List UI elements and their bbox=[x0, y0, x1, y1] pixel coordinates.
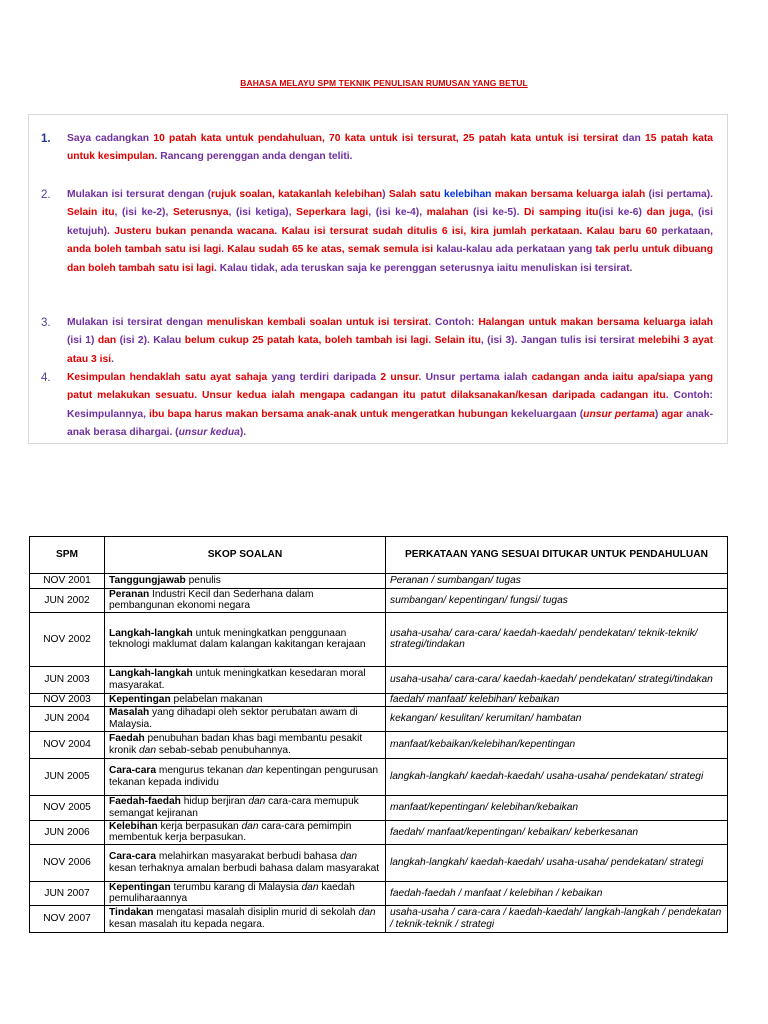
tip-text-segment: tak perlu untuk dibuang dan boleh tambah satu isi lagi bbox=[67, 244, 713, 274]
tip-text-segment: . bbox=[111, 353, 114, 365]
tip-text-segment: dan juga bbox=[646, 207, 691, 219]
scope-segment: kerja berpasukan bbox=[157, 820, 242, 832]
tip-number: 4. bbox=[41, 372, 51, 384]
tip-text-segment: Saya cadangkan bbox=[67, 133, 154, 144]
answer-cell: faedah/ manfaat/kepentingan/ kebaikan/ keberkesanan bbox=[386, 820, 728, 844]
tip-item-3 bbox=[29, 314, 727, 369]
table-row bbox=[30, 758, 728, 795]
tip-text-segment: menuliskan kembali soalan untuk isi tersirat bbox=[206, 317, 429, 328]
answer-cell: langkah-langkah/ kaedah-kaedah/ usaha-usaha/ pendekatan/ strategi bbox=[386, 758, 728, 795]
spm-cell: NOV 2003 bbox=[30, 693, 105, 706]
scope-segment: Industri Kecil dan Sederhana dalam pembangunan ekonomi negara bbox=[109, 589, 314, 612]
tip-text-segment: cadangan anda iaitu apa/siapa yang patut melakukan sesuatu bbox=[67, 372, 713, 402]
scope-cell bbox=[105, 731, 386, 758]
spm-cell: NOV 2001 bbox=[30, 574, 105, 589]
tip-text-segment: Mulakan isi tersurat dengan ( bbox=[67, 189, 212, 200]
scope-segment: Cara-cara bbox=[109, 851, 157, 863]
table-row bbox=[30, 905, 728, 932]
tip-text-segment: 2 unsur bbox=[380, 372, 419, 383]
tip-text-segment: (isi 1) bbox=[67, 335, 98, 347]
answer-cell: usaha-usaha/ cara-cara/ kaedah-kaedah/ pendekatan/ teknik-teknik/ strategi/tindakan bbox=[386, 612, 728, 666]
scope-segment: Kepentingan bbox=[109, 881, 171, 893]
tip-text-segment: unsur pertama bbox=[583, 408, 655, 420]
scope-segment: dan bbox=[139, 744, 157, 756]
scope-segment: Kepentingan bbox=[109, 694, 171, 706]
tip-text bbox=[67, 314, 713, 369]
scope-cell bbox=[105, 589, 386, 613]
spm-cell: NOV 2004 bbox=[30, 731, 105, 758]
spm-cell: JUN 2005 bbox=[30, 758, 105, 795]
scope-segment: kesan terhaknya amalan berbudi bahasa dalam masyarakat bbox=[109, 862, 380, 874]
tip-text-segment: 15 patah kata untuk kesimpulan bbox=[67, 133, 714, 163]
answer-cell: langkah-langkah/ kaedah-kaedah/ usaha-usaha/ pendekatan/ strategi bbox=[386, 844, 728, 881]
scope-segment: mengatasi masalah disiplin murid di sekolah bbox=[153, 907, 359, 919]
spm-cell: JUN 2004 bbox=[30, 706, 105, 731]
scope-cell bbox=[105, 612, 386, 666]
scope-segment: untuk meningkatkan kesedaran moral masyarakat. bbox=[109, 668, 366, 691]
tip-text-segment: Mulakan isi tersirat dengan bbox=[67, 317, 207, 328]
tip-text-segment: , (isi 3). Jangan tulis isi tersirat bbox=[480, 335, 639, 347]
scope-segment: cara-cara pemimpin membentuk kerja berpasukan. bbox=[109, 820, 352, 844]
spm-cell: NOV 2007 bbox=[30, 905, 105, 932]
answer-cell: sumbangan/ kepentingan/ fungsi/ tugas bbox=[386, 589, 728, 613]
scope-segment: Faedah-faedah bbox=[109, 796, 181, 808]
tip-text-segment: Halangan untuk makan bersama keluarga ialah bbox=[478, 317, 713, 328]
tip-text bbox=[67, 130, 713, 167]
answer-cell: faedah-faedah / manfaat / kelebihan / kebaikan bbox=[386, 881, 728, 905]
tip-number: 2. bbox=[41, 189, 51, 201]
scope-cell bbox=[105, 881, 386, 905]
tip-text-segment: makan bersama keluarga ialah bbox=[491, 189, 646, 200]
tip-text-segment: Unsur kedua ialah mengapa cadangan itu patut dilaksanakan/kesan daripada cadangan itu bbox=[202, 390, 666, 402]
tip-text-segment: , (isi ke-4), bbox=[368, 207, 427, 219]
scope-cell bbox=[105, 666, 386, 693]
scope-segment: pelabelan makanan bbox=[170, 694, 263, 706]
tip-text-segment: Seperkara lagi bbox=[296, 207, 369, 219]
table-row bbox=[30, 666, 728, 693]
scope-segment: penubuhan badan khas bagi membantu pesakit kronik bbox=[109, 733, 363, 756]
tip-text-segment: . Contoh: bbox=[428, 317, 479, 328]
header-answer: PERKATAAN YANG SESUAI DITUKAR UNTUK PENDAHULUAN bbox=[386, 537, 728, 574]
tip-text-segment: ibu bapa harus makan bersama anak-anak untuk mengeratkan hubungan bbox=[148, 408, 508, 420]
tips-box bbox=[28, 114, 728, 444]
scope-cell bbox=[105, 758, 386, 795]
tip-text-segment: . bbox=[194, 390, 203, 402]
tip-text-segment: ) bbox=[382, 189, 389, 200]
tip-text-segment: kelebihan bbox=[443, 189, 492, 200]
tip-number: 3. bbox=[41, 317, 51, 329]
answer-cell: Peranan / sumbangan/ tugas bbox=[386, 574, 728, 589]
scope-cell bbox=[105, 693, 386, 706]
tip-text-segment: . bbox=[221, 244, 228, 256]
scope-segment: dan bbox=[241, 820, 259, 832]
tip-item-2 bbox=[29, 186, 727, 278]
scope-segment: dan bbox=[301, 881, 319, 893]
scope-cell bbox=[105, 844, 386, 881]
tip-text-segment: ) bbox=[654, 408, 662, 420]
tip-text-segment: ). bbox=[239, 427, 247, 439]
scope-segment: Tanggungjawab bbox=[109, 575, 186, 587]
tip-text-segment: unsur kedua bbox=[178, 427, 240, 439]
scope-cell bbox=[105, 706, 386, 731]
spm-cell: NOV 2005 bbox=[30, 795, 105, 820]
tip-text-segment: Salah satu bbox=[388, 189, 444, 200]
tip-text-segment: (isi pertama). bbox=[645, 189, 713, 200]
scope-cell bbox=[105, 820, 386, 844]
tip-item-4 bbox=[29, 369, 727, 443]
answer-cell: manfaat/kepentingan/ kelebihan/kebaikan bbox=[386, 795, 728, 820]
scope-segment: cara-cara memupuk semangat kejiranan bbox=[109, 796, 359, 819]
scope-segment: kepentingan pengurusan tekanan kepada individu bbox=[109, 765, 379, 788]
scope-segment: kesan masalah itu kepada negara. bbox=[109, 918, 265, 930]
tip-text-segment: . Unsur pertama ialah bbox=[418, 372, 532, 383]
scope-segment: untuk meningkatkan penggunaan teknologi maklumat dalam kalangan kakitangan kerajaan bbox=[109, 627, 366, 651]
tip-text-segment: (isi ke-6) bbox=[598, 207, 647, 219]
tip-text-segment: anda boleh tambah satu isi lagi bbox=[67, 244, 222, 256]
table-row bbox=[30, 795, 728, 820]
table-row bbox=[30, 693, 728, 706]
scope-segment: penulis bbox=[185, 575, 221, 587]
scope-segment: Tindakan bbox=[109, 907, 154, 919]
table-row bbox=[30, 589, 728, 613]
tip-text-segment: kekeluargaan ( bbox=[507, 408, 584, 420]
page-title: BAHASA MELAYU SPM TEKNIK PENULISAN RUMUSAN YANG BETUL bbox=[240, 78, 528, 88]
scope-segment: dan bbox=[248, 796, 266, 808]
tip-text-segment: (isi 2). Kalau bbox=[116, 335, 185, 347]
spm-cell: JUN 2007 bbox=[30, 881, 105, 905]
tip-text-segment: dan bbox=[97, 335, 117, 347]
scope-segment: dan bbox=[358, 907, 376, 919]
scope-segment: mengurus tekanan bbox=[156, 765, 247, 777]
tip-text-segment: anak-anak berasa dihargai. ( bbox=[67, 408, 713, 439]
tip-text-segment: . Contoh: Kesimpulannya, bbox=[67, 390, 713, 420]
tip-text-segment: Selain itu bbox=[434, 335, 481, 347]
table-row bbox=[30, 706, 728, 731]
answer-cell: manfaat/kebaikan/kelebihan/kepentingan bbox=[386, 731, 728, 758]
tip-text-segment: 10 patah kata untuk pendahuluan, 70 kata untuk isi tersurat, 25 patah kata untuk isi tersirat bbox=[153, 133, 619, 144]
scope-segment: Langkah-langkah bbox=[109, 627, 193, 639]
tip-text-segment: Kesimpulan hendaklah satu ayat sahaja bbox=[67, 372, 268, 383]
tip-text-segment: , (isi ketujuh). bbox=[67, 207, 713, 237]
tip-text-segment: Justeru bukan penanda wacana bbox=[114, 225, 275, 237]
table-row bbox=[30, 881, 728, 905]
scope-segment: Peranan bbox=[109, 589, 150, 600]
scope-segment: terumbu karang di Malaysia bbox=[170, 881, 302, 893]
scope-segment: kaedah pemuliharaannya bbox=[109, 881, 355, 905]
tip-text-segment: . Rancang perenggan anda dengan teliti. bbox=[154, 151, 353, 163]
scope-segment: sebab-sebab penubuhannya. bbox=[156, 744, 291, 756]
tip-text bbox=[67, 186, 713, 278]
table-row bbox=[30, 820, 728, 844]
tip-text-segment: kalau-kalau ada perkataan yang bbox=[433, 244, 596, 256]
tip-text-segment: Seterusnya bbox=[172, 207, 229, 219]
tip-text-segment: agar bbox=[661, 408, 684, 420]
scope-segment: hidup berjiran bbox=[180, 796, 249, 808]
spm-cell: NOV 2002 bbox=[30, 612, 105, 666]
tip-text-segment: . bbox=[274, 225, 282, 237]
spm-table bbox=[29, 536, 728, 933]
tip-text-segment: Selain itu bbox=[67, 207, 115, 219]
spm-cell: JUN 2003 bbox=[30, 666, 105, 693]
tip-text-segment: Di samping itu bbox=[524, 207, 599, 219]
scope-cell bbox=[105, 795, 386, 820]
scope-segment: dan bbox=[340, 851, 358, 863]
tip-text-segment: perkataan, bbox=[657, 225, 714, 237]
scope-segment: Kelebihan bbox=[109, 820, 158, 832]
answer-cell: kekangan/ kesulitan/ kerumitan/ hambatan bbox=[386, 706, 728, 731]
table-row bbox=[30, 574, 728, 589]
table-row bbox=[30, 844, 728, 881]
answer-cell: faedah/ manfaat/ kelebihan/ kebaikan bbox=[386, 693, 728, 706]
spm-cell: JUN 2002 bbox=[30, 589, 105, 613]
answer-cell: usaha-usaha / cara-cara / kaedah-kaedah/ langkah-langkah / pendekatan / teknik-teknik / strategi bbox=[386, 905, 728, 932]
scope-segment: yang dihadapi oleh sektor perubatan awam di Malaysia. bbox=[109, 707, 358, 730]
scope-segment: dan bbox=[246, 765, 264, 777]
tip-text-segment: . Kalau tidak, ada teruskan saja ke perenggan seterusnya iaitu menuliskan isi tersirat. bbox=[214, 262, 633, 274]
tip-text-segment: melebihi 3 ayat atau 3 isi bbox=[67, 335, 713, 365]
scope-cell bbox=[105, 574, 386, 589]
table-row bbox=[30, 612, 728, 666]
tip-text bbox=[67, 369, 713, 443]
tip-text-segment: belum cukup 25 patah kata, boleh tambah isi lagi bbox=[184, 335, 429, 347]
scope-segment: Masalah bbox=[109, 707, 150, 719]
tip-text-segment: Kalau sudah 65 ke atas, semak semula isi bbox=[227, 244, 434, 256]
tip-number: 1. bbox=[41, 133, 51, 145]
tip-text-segment: (isi ke-5). bbox=[468, 207, 525, 219]
table-body bbox=[30, 574, 728, 933]
scope-cell bbox=[105, 905, 386, 932]
scope-segment: Langkah-langkah bbox=[109, 668, 193, 680]
header-spm: SPM bbox=[30, 537, 105, 574]
tip-text-segment: , (isi ke-2), bbox=[114, 207, 173, 219]
tip-text-segment: dan bbox=[618, 133, 645, 144]
table-row bbox=[30, 731, 728, 758]
tip-text-segment: Kalau isi tersurat sudah ditulis 6 isi, kira jumlah perkataan. Kalau baru 60 bbox=[281, 225, 658, 237]
answer-cell: usaha-usaha/ cara-cara/ kaedah-kaedah/ pendekatan/ strategi/tindakan bbox=[386, 666, 728, 693]
tip-text-segment: malahan bbox=[426, 207, 469, 219]
tip-item-1 bbox=[29, 130, 727, 167]
spm-cell: JUN 2006 bbox=[30, 820, 105, 844]
scope-segment: Cara-cara bbox=[109, 765, 157, 777]
scope-segment: melahirkan masyarakat berbudi bahasa bbox=[156, 851, 341, 863]
tip-text-segment: yang terdiri daripada bbox=[267, 372, 381, 383]
tip-text-segment: , (isi ketiga), bbox=[228, 207, 297, 219]
tip-text-segment: rujuk soalan, katakanlah kelebihan bbox=[211, 189, 383, 200]
spm-cell: NOV 2006 bbox=[30, 844, 105, 881]
tip-text-segment: . bbox=[428, 335, 435, 347]
scope-segment: Faedah bbox=[109, 733, 145, 745]
header-scope: SKOP SOALAN bbox=[105, 537, 386, 574]
